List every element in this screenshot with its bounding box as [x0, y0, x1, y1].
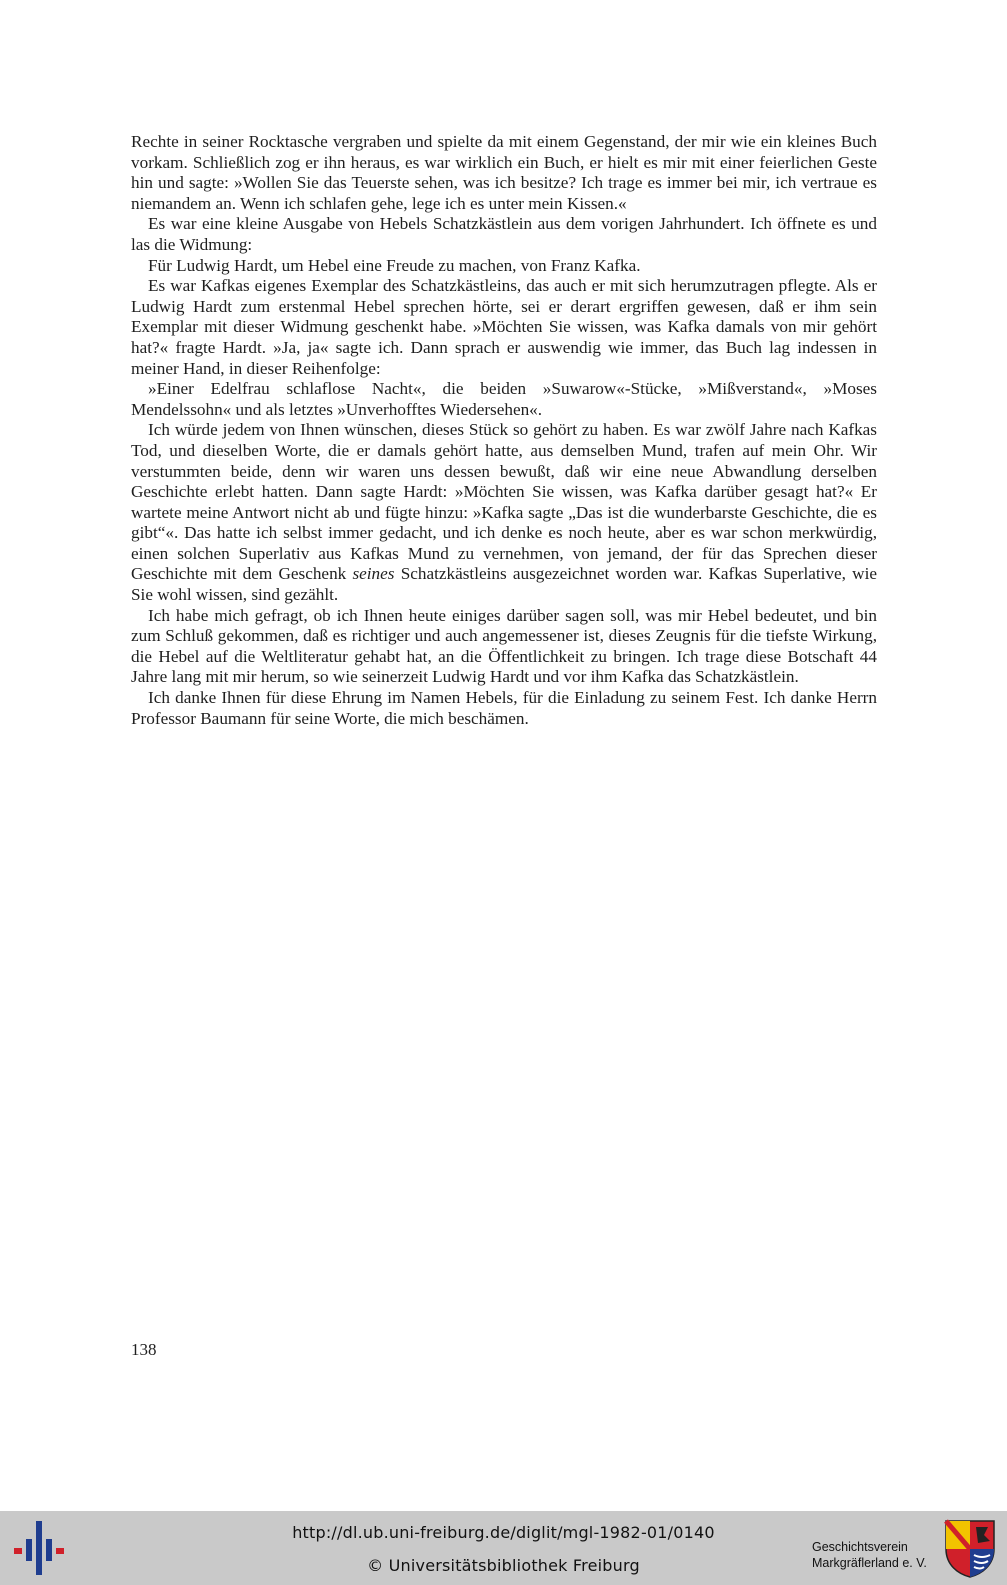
paragraph: Es war eine kleine Ausgabe von Hebels Schatzkästlein aus dem vorigen Jahrhundert. Ich öffnete es und las die Widmung: [131, 214, 877, 254]
paragraph: »Einer Edelfrau schlaflose Nacht«, die beiden »Suwarow«-Stücke, »Mißverstand«, »Moses Mendelssohn« und als letztes »Unverhofftes Wiedersehen«. [131, 379, 877, 419]
footer-bar [0, 1511, 1007, 1585]
dedication: Für Ludwig Hardt, um Hebel eine Freude zu machen, von Franz Kafka. [148, 255, 641, 275]
organization-name[interactable] [812, 1539, 942, 1571]
paragraph [131, 420, 877, 605]
paragraph: Ich habe mich gefragt, ob ich Ihnen heute einiges darüber sagen soll, was mir Hebel bedeutet, und bin zum Schluß gekommen, daß es richtiger und auch angemessener ist, dieses Zeugnis für die tiefste Wirkung, die Hebel auf die Weltliteratur gehabt hat, an die Öffentlichkeit zu bringen. Ich trage diese Botschaft 44 Jahre lang mit mir herum, so wie seinerzeit Ludwig Hardt und vor ihm Kafka das Schatzkästlein. [131, 605, 877, 687]
copyright-text: © Universitätsbibliothek Freiburg [367, 1556, 640, 1575]
organization-line: Markgräflerland e. V. [812, 1556, 927, 1570]
text-run: Schatzkästleins ausgezeichnet worden war. Kafkas Superlative, wie Sie wohl wissen, sind gezählt. [131, 564, 877, 605]
emphasis: seines [352, 564, 395, 584]
organization-line: Geschichtsverein [812, 1540, 908, 1554]
body-text [131, 132, 877, 729]
coat-of-arms-icon[interactable] [944, 1519, 996, 1579]
paragraph: Rechte in seiner Rocktasche vergraben und spielte da mit einem Gegenstand, der mir wie ein kleines Buch vorkam. Schließlich zog er ihn heraus, es war wirklich ein Buch, er hielt es mir mit einer feierlichen Geste hin und sagte: »Wollen Sie das Teuerste sehen, was ich besitze? Ich trage es immer bei mir, ich vertraue es niemandem an. Wenn ich schlafen gehe, lege ich es unter mein Kissen.« [131, 132, 877, 213]
paragraph: Ich danke Ihnen für diese Ehrung im Namen Hebels, für die Einladung zu seinem Fest. Ich danke Herrn Professor Baumann für seine Worte, die mich beschämen. [131, 688, 877, 728]
text-run: Ich würde jedem von Ihnen wünschen, dieses Stück so gehört zu haben. Es war zwölf Jahre nach Kafkas Tod, und dieselben Worte, die er damals gehört hatte, aus demselben Mund, trafen auf mein Ohr. Wir verstummten beide, denn wir waren uns dessen bewußt, daß wir eine neue Abwandlung derselben Geschichte erlebt hatten. Dann sagte Hardt: »Möchten Sie wissen, was Kafka darüber gesagt hat?« Er wartete meine Antwort nicht ab und fügte hinzu: »Kafka sagte „Das ist die wunderbarste Geschichte, die es gibt“«. Das hatte ich selbst immer gedacht, und ich denke es noch heute, aber es war schon merkwürdig, einen solchen Superlativ aus Kafkas Mund zu vernehmen, von jemand, der für das Sprechen dieser Geschichte mit dem Geschenk [131, 420, 877, 584]
document-url-link[interactable]: http://dl.ub.uni-freiburg.de/diglit/mgl-1982-01/0140 [292, 1523, 715, 1542]
paragraph: Es war Kafkas eigenes Exemplar des Schatzkästleins, das auch er mit sich herumzutragen pflegte. Als er Ludwig Hardt zum erstenmal Hebel sprechen hörte, sei er derart ergriffen gewesen, daß er ihm sein Exemplar mit dieser Widmung geschenkt habe. »Möchten Sie wissen, was Kafka damals von mir gehört hat?« fragte Hardt. »Ja, ja« sagte ich. Dann sprach er auswendig wie immer, das Buch lag indessen in meiner Hand, in dieser Reihenfolge: [131, 276, 877, 378]
page-number: 138 [131, 1340, 157, 1359]
